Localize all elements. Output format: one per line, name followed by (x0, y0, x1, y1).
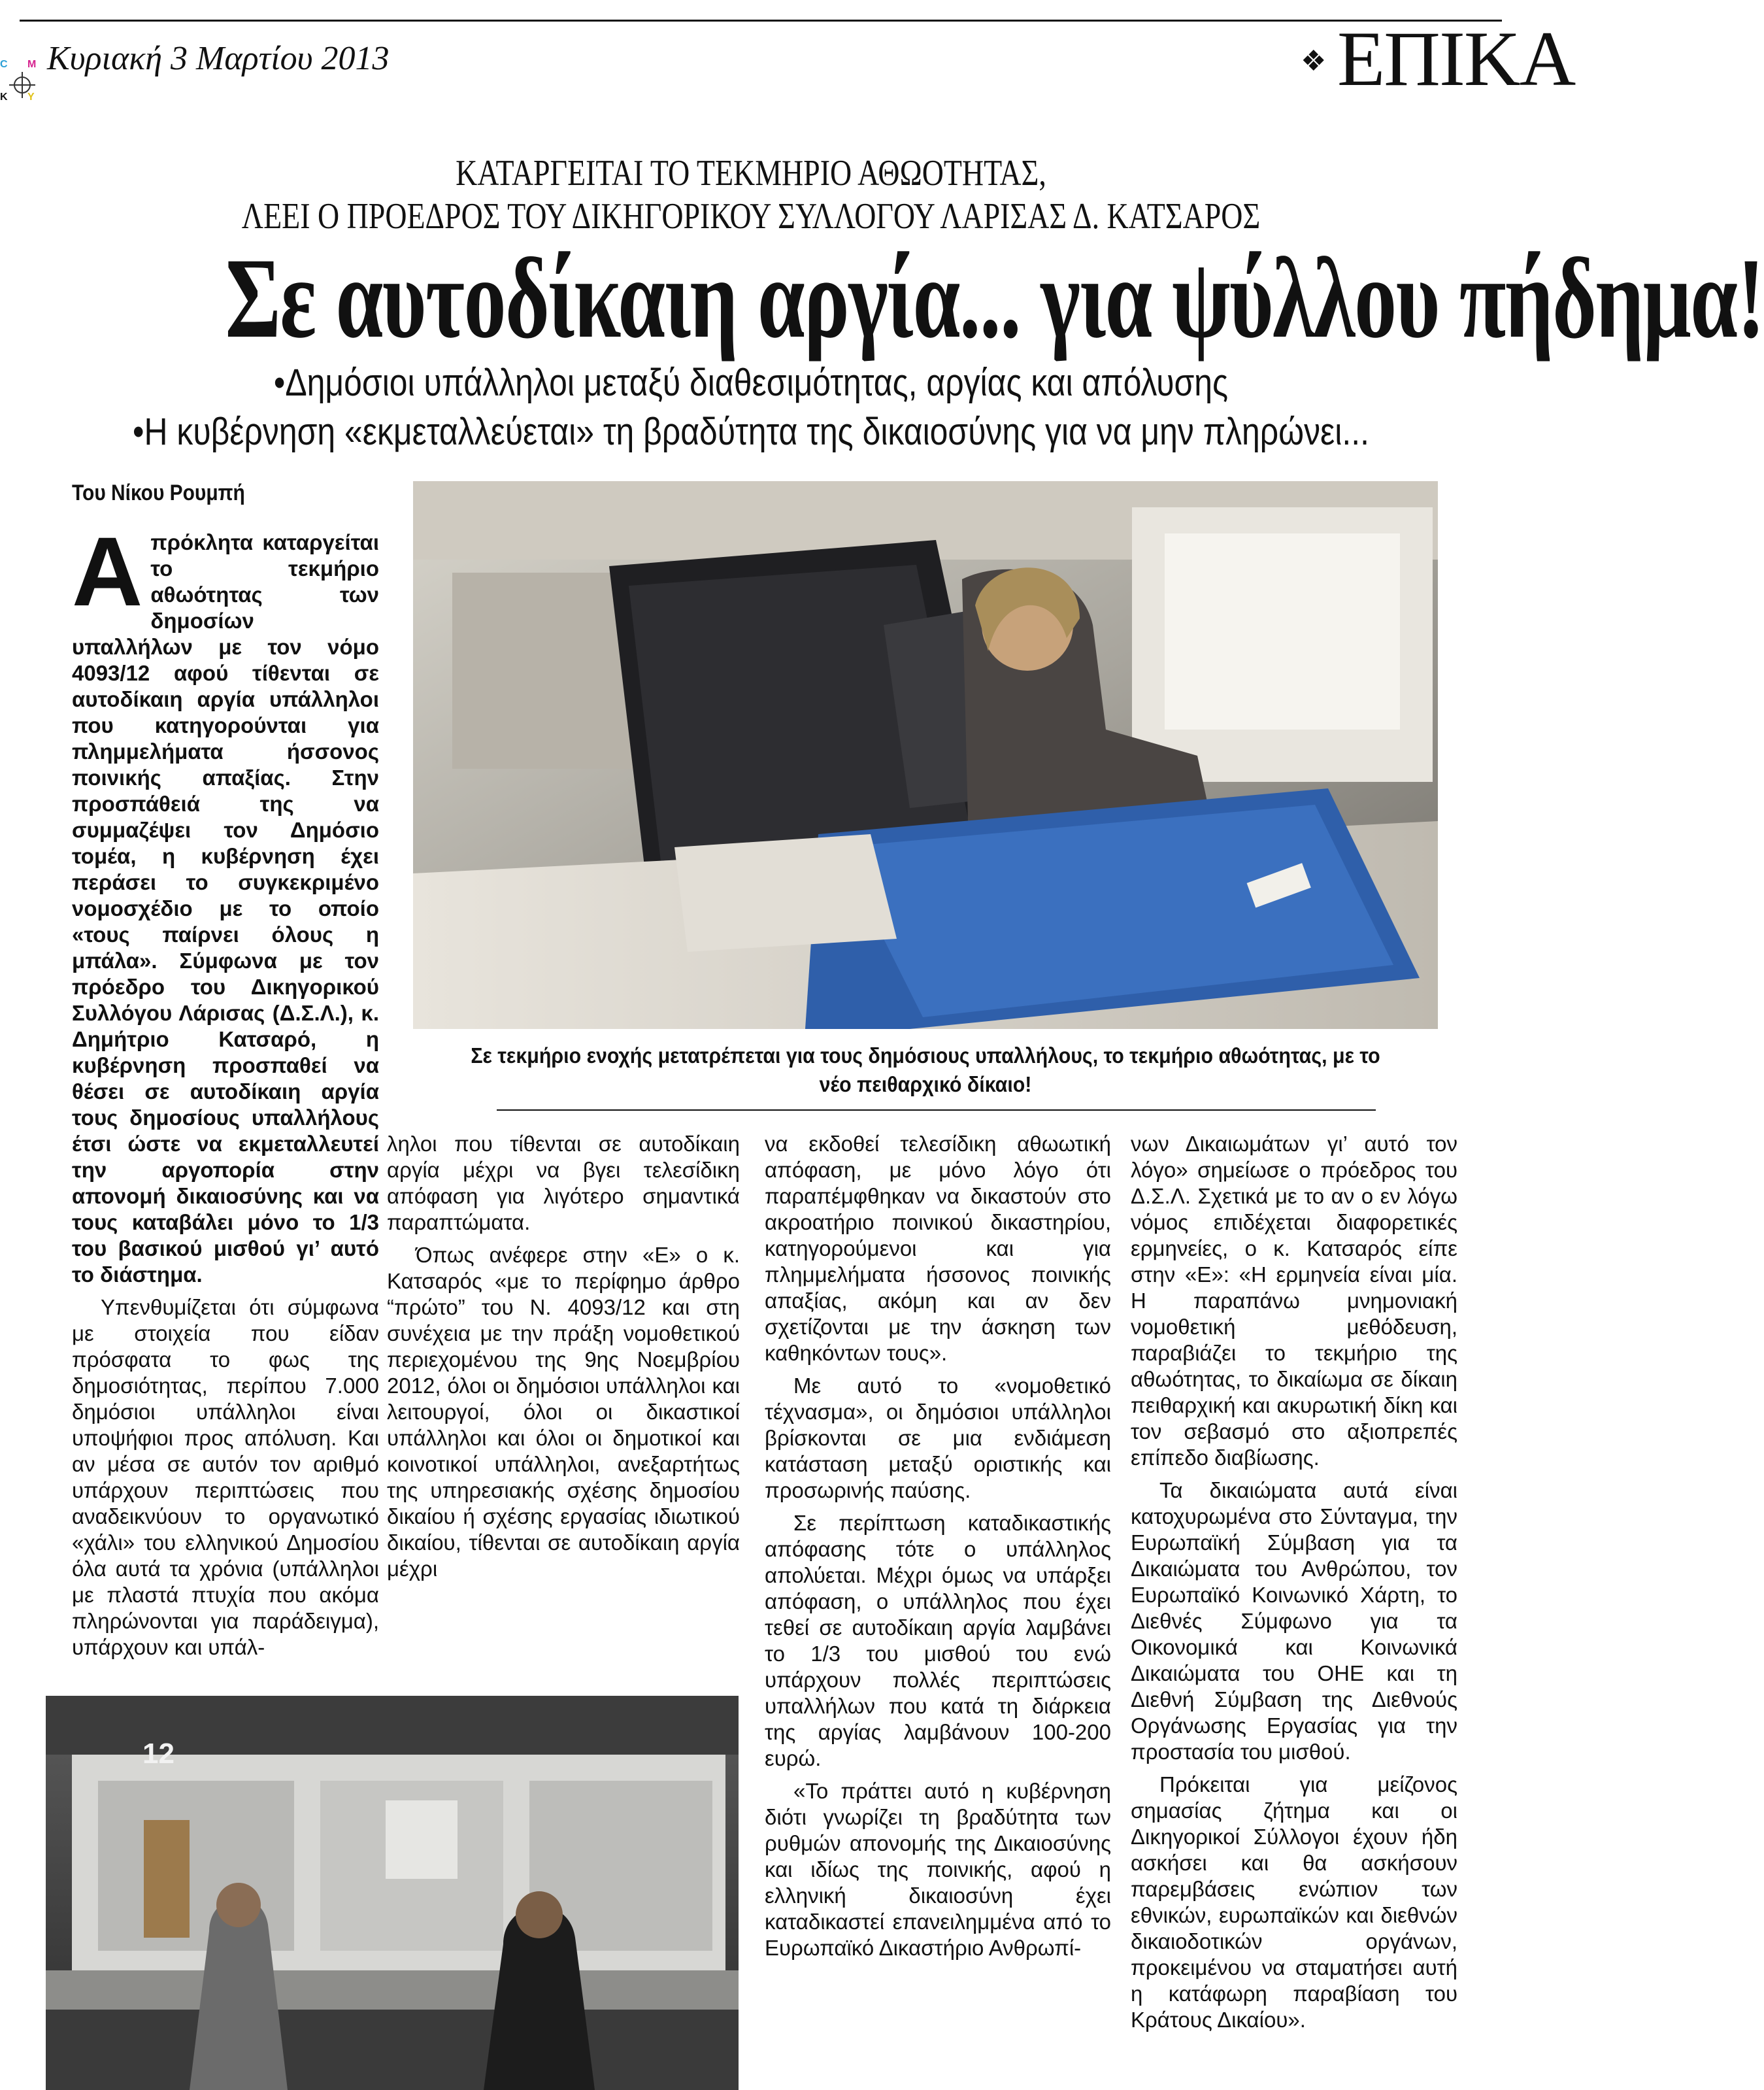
main-photo (413, 481, 1438, 1029)
kicker-line-1: ΚΑΤΑΡΓΕΙΤΑΙ ΤΟ ΤΕΚΜΗΡΙΟ ΑΘΩΟΤΗΤΑΣ, (456, 153, 1046, 194)
deck-line-2: •Η κυβέρνηση «εκμεταλλεύεται» τη βραδύτητα της δικαιοσύνης για να μην πληρώνει... (133, 411, 1369, 453)
paragraph: Τα δικαιώματα αυτά είναι κατοχυρωμένα στο Σύνταγμα, την Ευρωπαϊκή Σύμβαση για τα Δικαιώματα του Ανθρώπου, τον Ευρωπαϊκό Κοινωνικό Χάρτη, το Διεθνές Σύμφωνο για τα Οικονομικά και Κοινωνικά Δικαιώματα του ΟΗΕ και τη Διεθνή Σύμβαση της Διεθνούς Οργάνωσης Εργασίας για την προστασία του μισθού. (1131, 1478, 1457, 1764)
caption-rule (497, 1109, 1376, 1111)
paragraph: «Το πράττει αυτό η κυβέρνηση διότι γνωρίζει τη βραδύτητα των ρυθμών απονομής της Δικαιοσύνης και ιδίως της ποινικής, αφού η ελληνική δικαιοσύνη έχει καταδικαστεί επανειλημμένα από το Ευρωπαϊκό Δικαστήριο Ανθρωπί- (765, 1779, 1111, 1960)
photo-caption: Σε τεκμήριο ενοχής μετατρέπεται για τους δημόσιους υπαλλήλους, το τεκμήριο αθωότητας, με το νέο πειθαρχικό δίκαιο! (471, 1043, 1380, 1096)
paragraph: ληλοι που τίθενται σε αυτοδίκαιη αργία μέχρι να βγει τελεσίδικη απόφαση για λιγότερο σημαντικά παραπτώματα. (387, 1132, 740, 1234)
article-column-2 (387, 1131, 740, 1582)
paragraph: Όπως ανέφερε στην «Ε» ο κ. Κατσαρός «με το περίφημο άρθρο “πρώτο” του Ν. 4093/12 και στη συνέχεια με την πράξη νομοθετικού περιεχομένου της 9ης Νοεμβρίου 2012, όλοι οι δημόσιοι υπάλληλοι και λειτουργοί, όλοι οι δικαστικοί υπάλληλοι και όλοι οι δημοτικοί και κοινοτικοί υπάλληλοι, ανεξαρτήτως της υπηρεσιακής σχέσης δημοσίου δικαίου ή σχέσης εργασίας ιδιωτικού δικαίου, τίθενται σε αυτοδίκαιη αργία μέχρι (387, 1243, 740, 1581)
lead-paragraph (72, 516, 379, 1288)
lead-text: πρόκλητα καταργείται το τεκμήριο αθωότητας των δημοσίων υπαλλήλων με τον νόμο 4093/12 αφού τίθενται σε αυτοδίκαιη αργία υπάλληλοι που κατηγορούνται για πλημμελήματα ήσσονος ποινικής απαξίας. Στην προσπάθειά της να συμμαζέψει τον Δημόσιο τομέα, η κυβέρνηση έχει περάσει το συγκεκριμένο νομοσχέδιο με το οποίο «τους παίρνει όλους η μπάλα». Σύμφωνα με τον πρόεδρο του Δικηγορικού Συλλόγου Λάρισας (Δ.Σ.Λ.), κ. Δημήτριο Κατσαρό, η κυβέρνηση προσπαθεί να θέσει σε αυτοδίκαιη αργία τους δημοσίους υπαλλήλους έτσι ώστε να εκμεταλλευτεί την αργοπορία στην απονομή δικαιοσύνης και να τους καταβάλει μόνο το 1/3 του βασικού μισθού γι’ αυτό το διάστημα. (72, 530, 379, 1287)
article-column-4 (1131, 1131, 1457, 2033)
kicker-line-2: ΛΕΕΙ Ο ΠΡΟΕΔΡΟΣ ΤΟΥ ΔΙΚΗΓΟΡΙΚΟΥ ΣΥΛΛΟΓΟΥ ΛΑΡΙΣΑΣ Δ. ΚΑΤΣΑΡΟΣ (241, 196, 1261, 237)
registration-mark: C M K Y (0, 59, 37, 103)
deck-line-1: •Δημόσιοι υπάλληλοι μεταξύ διαθεσιμότητας, αργίας και απόλυσης (273, 362, 1229, 404)
bottom-photo (46, 1696, 739, 2090)
section-bullet: ❖ (1301, 45, 1327, 77)
paragraph: Με αυτό το «νομοθετικό τέχνασμα», οι δημόσιοι υπάλληλοι βρίσκονται σε μια ενδιάμεση κατάσταση μεταξύ οριστικής και προσωρινής παύσης. (765, 1374, 1111, 1502)
article-column-1 (72, 516, 379, 1660)
top-rule (20, 20, 1502, 22)
paragraph: Σε περίπτωση καταδικαστικής απόφασης τότε ο υπάλληλος απολύεται. Μέχρι όμως να υπάρξει απόφαση, ο υπάλληλος που έχει τεθεί σε αυτοδίκαιη αργία λαμβάνει το 1/3 του μισθού του ενώ υπάρχουν πολλές περιπτώσεις υπαλλήλων που κατά τη διάρκεια της αργίας λαμβάνουν 100-200 ευρώ. (765, 1511, 1111, 1770)
paragraph: Υπενθυμίζεται ότι σύμφωνα με στοιχεία που είδαν πρόσφατα το φως της δημοσιότητας, περίπου 7.000 δημόσιοι υπάλληλοι είναι υποψήφιοι προς απόλυση. Και αν μέσα σε αυτόν τον αριθμό υπάρχουν περιπτώσεις που αναδεικνύουν το οργανωτικό «χάλι» του ελληνικού Δημοσίου όλα αυτά τα χρόνια (υπάλληλοι με πλαστά πτυχία που ακόμα πληρώνονται για παράδειγμα), υπάρχουν και υπάλ- (72, 1295, 379, 1659)
counter-number: 12 (142, 1738, 175, 1770)
article-column-3 (765, 1131, 1111, 1961)
byline: Του Νίκου Ρουμπή (72, 480, 245, 505)
headline: Σε αυτοδίκαιη αργία... για ψύλλου πήδημα! (225, 235, 1764, 362)
paragraph: Πρόκειται για μείζονος σημασίας ζήτημα και οι Δικηγορικοί Σύλλογοι έχουν ήδη ασκήσει και θα ασκήσουν παρεμβάσεις ενώπιον των εθνικών, ευρωπαϊκών και διεθνών δικαιοδοτικών οργάνων, προκειμένου να σταματήσει αυτή η κατάφωρη παραβίαση του Κράτους Δικαίου». (1131, 1772, 1457, 2032)
drop-cap: Α (72, 516, 143, 626)
issue-date: Κυριακή 3 Μαρτίου 2013 (47, 40, 390, 77)
paragraph: να εκδοθεί τελεσίδικη αθωωτική απόφαση, με μόνο λόγο ότι παραπέμφθηκαν να δικαστούν στο ακροατήριο ποινικού δικαστηρίου, κατηγορούμενοι και για πλημμελήματα ήσσονος ποινικής απαξίας, ακόμη και αν δεν σχετίζονται με την άσκηση των καθηκόντων τους». (765, 1132, 1111, 1365)
section-title: ΕΠΙΚΑ (1337, 15, 1575, 102)
paragraph: νων Δικαιωμάτων γι’ αυτό τον λόγο» σημείωσε ο πρόεδρος του Δ.Σ.Λ. Σχετικά με το αν ο εν λόγω νόμος επιδέχεται διαφορετικές ερμηνείες, ο κ. Κατσαρός είπε στην «Ε»: «Η ερμηνεία είναι μία. Η παραπάνω μνημονιακή νομοθετική μεθόδευση, παραβιάζει το τεκμήριο της αθωότητας, το δικαίωμα σε δίκαιη πειθαρχική και ακυρωτική δίκη και τον σεβασμό στο αξιοπρεπές επίπεδο διαβίωσης. (1131, 1132, 1457, 1470)
